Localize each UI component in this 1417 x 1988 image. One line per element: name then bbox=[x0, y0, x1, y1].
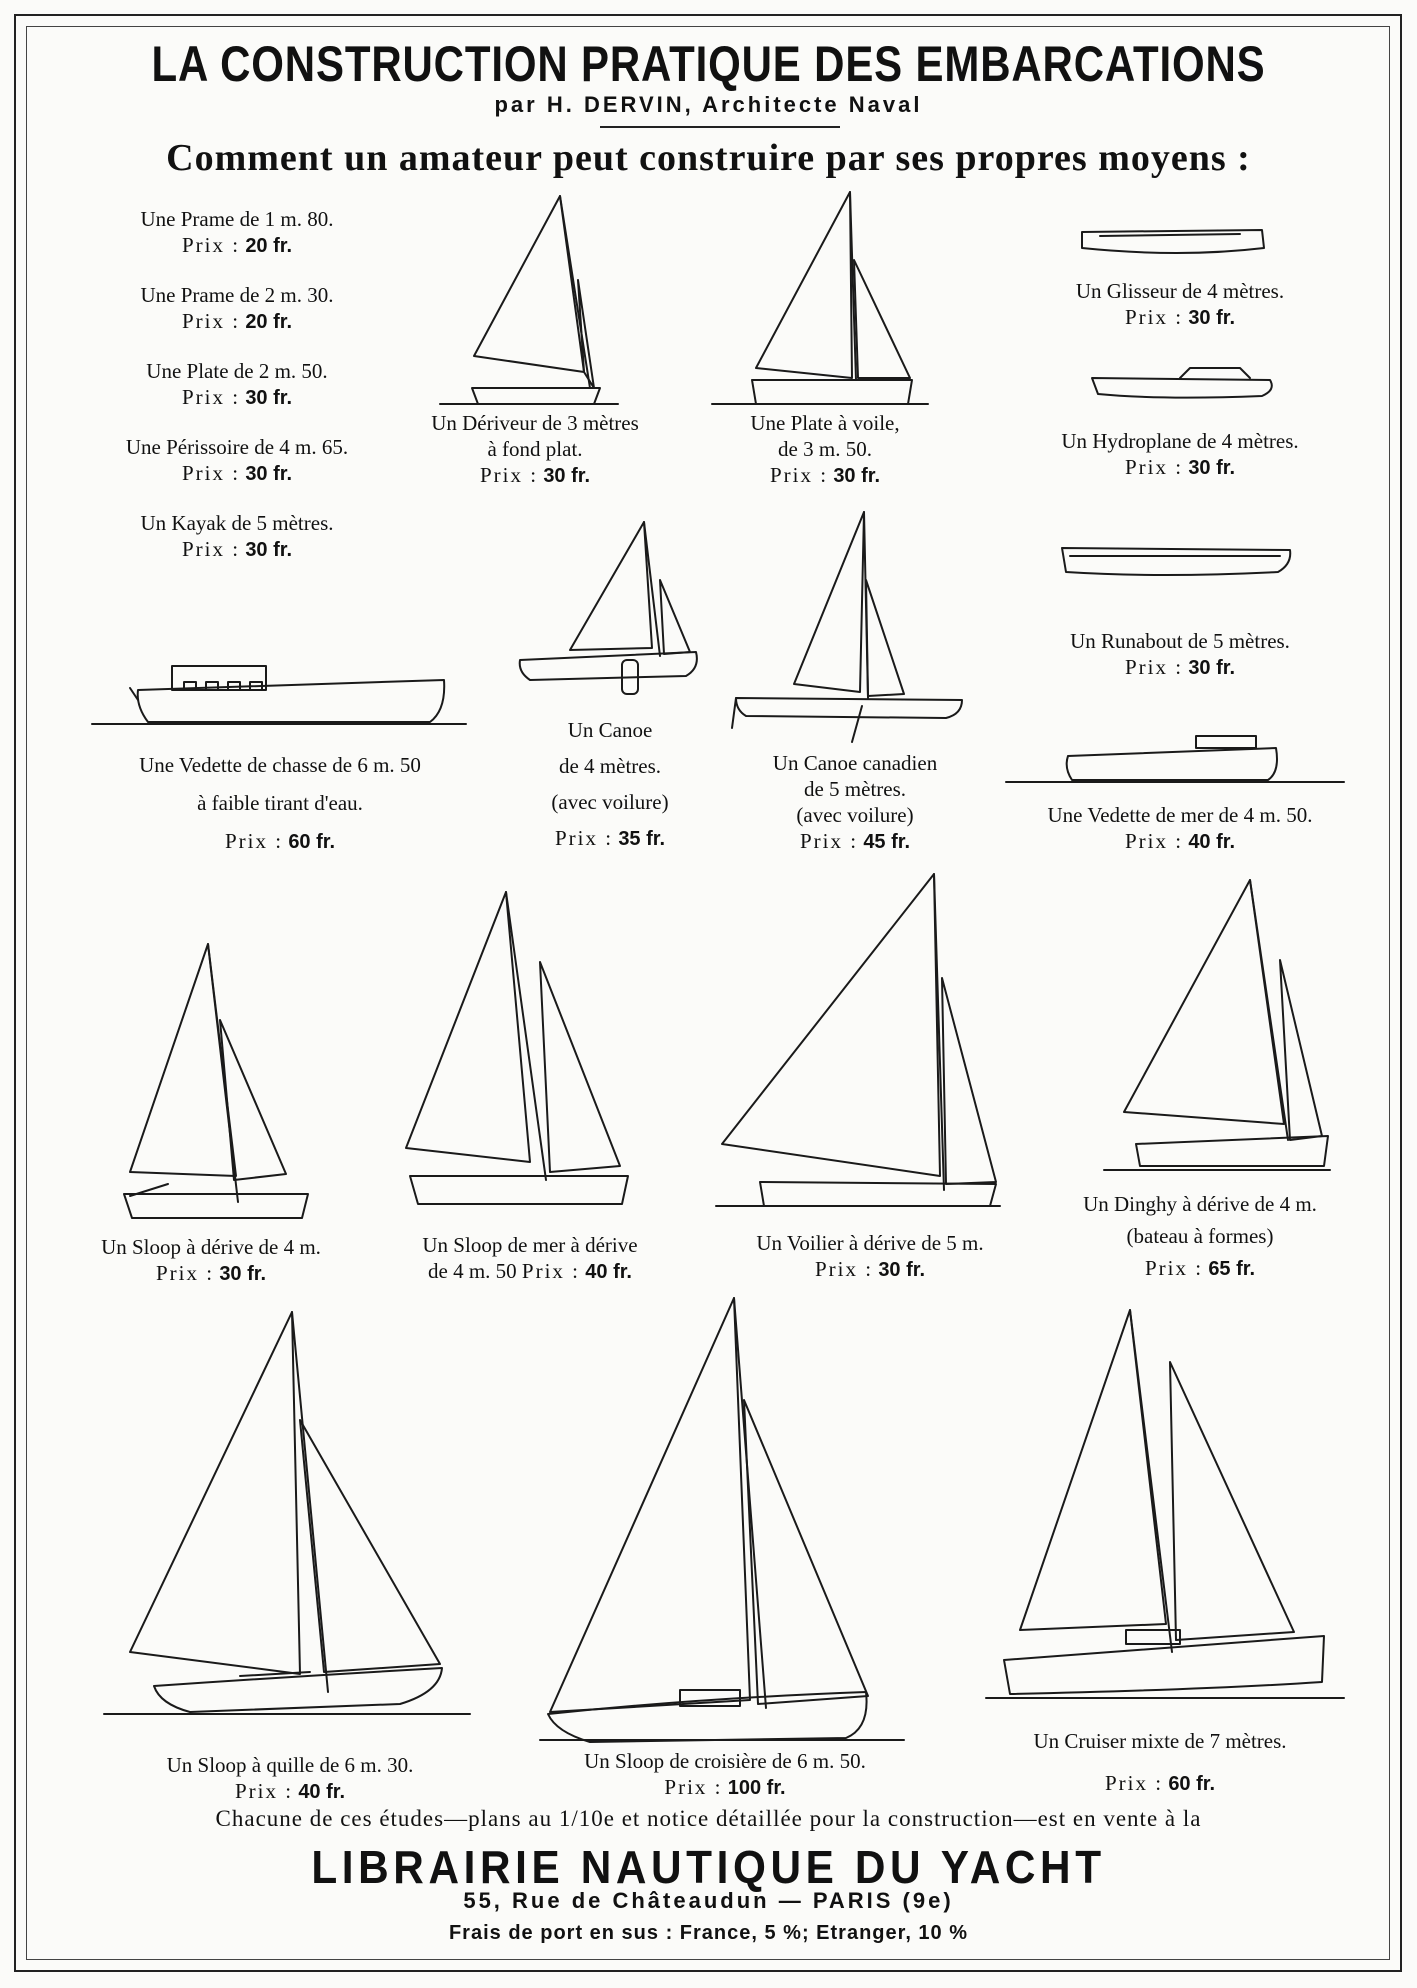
item-kayak: Un Kayak de 5 mètres. Prix : 30 fr. bbox=[140, 511, 334, 561]
item-runabout: Un Runabout de 5 mètres. Prix : 30 fr. bbox=[1070, 629, 1290, 679]
canoe-drawing bbox=[520, 522, 697, 694]
canoe-canadien-drawing bbox=[732, 512, 962, 742]
item-prame-230: Une Prame de 2 m. 30. Prix : 20 fr. bbox=[140, 283, 334, 333]
item-canoe: Un Canoe de 4 mètres. (avec voilure) Prix : 35 fr. bbox=[551, 718, 669, 850]
page-subtitle: Comment un amateur peut construire par ses propres moyens : bbox=[166, 137, 1251, 179]
shipping-note: Frais de port en sus : France, 5 %; Etranger, 10 % bbox=[448, 1922, 969, 1944]
item-plate-voile: Une Plate à voile, de 3 m. 50. Prix : 30 fr. bbox=[750, 411, 900, 487]
shop-name: LIBRAIRIE NAUTIQUE DU YACHT bbox=[311, 1841, 1106, 1893]
author-byline: par H. DERVIN, Architecte Naval bbox=[494, 92, 923, 117]
item-vedette-mer: Une Vedette de mer de 4 m. 50. Prix : 40 fr. bbox=[1047, 803, 1313, 853]
runabout-drawing bbox=[1062, 548, 1290, 575]
footer-note: Chacune de ces études—plans au 1/10e et notice détaillée pour la construction—est en vente à la bbox=[215, 1806, 1202, 1831]
item-perissoire: Une Périssoire de 4 m. 65. Prix : 30 fr. bbox=[125, 435, 349, 485]
glisseur-drawing bbox=[1082, 230, 1264, 253]
vedette-chasse-drawing bbox=[92, 666, 466, 724]
item-glisseur: Un Glisseur de 4 mètres. Prix : 30 fr. bbox=[1075, 279, 1285, 329]
page-title: LA CONSTRUCTION PRATIQUE DES EMBARCATIONS bbox=[151, 36, 1266, 92]
item-sloop-croisiere: Un Sloop de croisière de 6 m. 50. Prix : 100 fr. bbox=[584, 1749, 866, 1799]
item-voilier-derive: Un Voilier à dérive de 5 m. Prix : 30 fr. bbox=[756, 1231, 984, 1281]
item-plate-250: Une Plate de 2 m. 50. Prix : 30 fr. bbox=[146, 359, 328, 409]
dinghy-drawing bbox=[1104, 880, 1330, 1170]
hydroplane-drawing bbox=[1092, 368, 1272, 398]
item-cruiser-mixte: Un Cruiser mixte de 7 mètres. Prix : 60 fr. bbox=[1033, 1729, 1287, 1795]
item-sloop-quille: Un Sloop à quille de 6 m. 30. Prix : 40 fr. bbox=[166, 1753, 414, 1803]
item-deriveur: Un Dériveur de 3 mètres à fond plat. Prix : 30 fr. bbox=[431, 411, 639, 487]
plate-voile-drawing bbox=[712, 192, 928, 404]
item-sloop-derive-4m: Un Sloop à dérive de 4 m. Prix : 30 fr. bbox=[101, 1235, 321, 1285]
sloop-derive-4m-drawing bbox=[124, 944, 308, 1218]
item-hydroplane: Un Hydroplane de 4 mètres. Prix : 30 fr. bbox=[1061, 429, 1299, 479]
deriveur-drawing bbox=[440, 196, 618, 404]
item-dinghy: Un Dinghy à dérive de 4 m. (bateau à formes) Prix : 65 fr. bbox=[1083, 1192, 1317, 1280]
sloop-croisiere-drawing bbox=[540, 1298, 904, 1742]
voilier-derive-drawing bbox=[716, 874, 1000, 1206]
cruiser-mixte-drawing bbox=[986, 1310, 1344, 1698]
item-prame-180: Une Prame de 1 m. 80. Prix : 20 fr. bbox=[140, 207, 334, 257]
item-vedette-chasse: Une Vedette de chasse de 6 m. 50 à faible tirant d'eau. Prix : 60 fr. bbox=[139, 753, 421, 853]
vedette-mer-drawing bbox=[1006, 736, 1344, 782]
shop-address: 55, Rue de Châteaudun — PARIS (9e) bbox=[463, 1888, 954, 1913]
sloop-mer-drawing bbox=[406, 892, 628, 1204]
item-canoe-canadien: Un Canoe canadien de 5 mètres. (avec voilure) Prix : 45 fr. bbox=[772, 751, 938, 853]
item-sloop-mer: Un Sloop de mer à dérive de 4 m. 50 Prix : 40 fr. bbox=[422, 1233, 638, 1283]
sloop-quille-drawing bbox=[104, 1312, 470, 1714]
